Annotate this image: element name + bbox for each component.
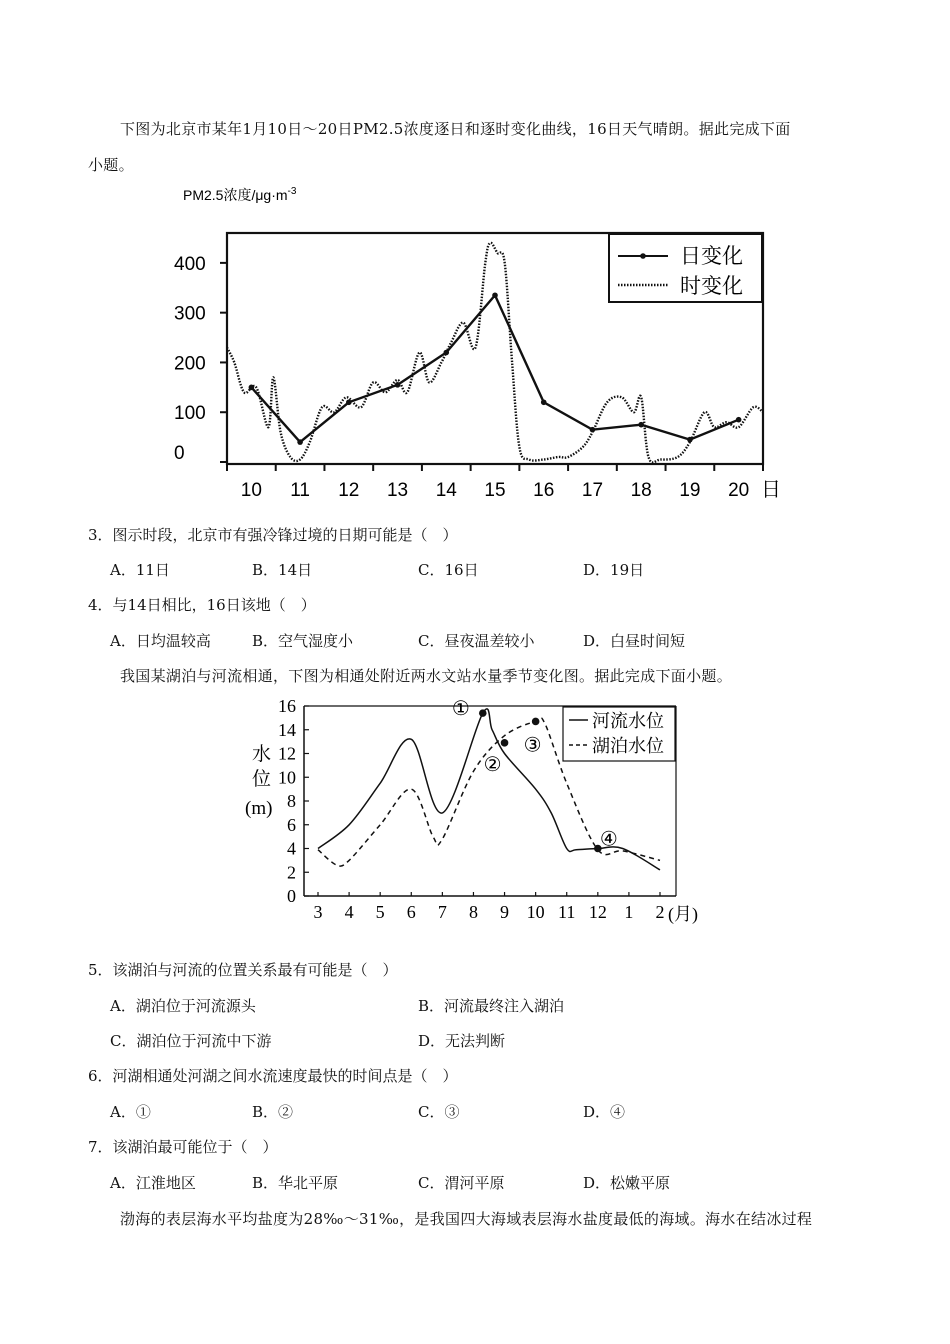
q5-option-c[interactable]: C．湖泊位于河流中下游 [110,1032,272,1050]
wl-marker-point [479,709,487,717]
series-daily-line [251,295,738,442]
q4-option-d[interactable]: D．白昼时间短 [583,632,686,650]
wl-x-tick-label: 10 [526,902,545,922]
wl-marker-label: ④ [599,828,618,851]
q3-option-b[interactable]: B．14日 [252,561,313,579]
pm25-x-tick-label: 20 [728,480,750,501]
wl-y-tick-label: 12 [278,743,296,764]
legend-lake-label: 湖泊水位 [592,736,664,756]
pm25-x-tick-label: 12 [338,480,360,501]
wl-y-tick-label: 8 [287,791,296,811]
q6-option-a[interactable]: A．① [110,1103,151,1121]
wl-x-unit: (月) [668,904,698,924]
legend-hourly-label: 时变化 [680,275,743,298]
pm25-x-tick-label: 19 [679,480,701,501]
q6-option-b[interactable]: B．② [252,1103,294,1121]
pm25-x-tick-label: 14 [435,480,457,501]
q7-option-b[interactable]: B．华北平原 [252,1174,339,1192]
intro-text-2: 我国某湖泊与河流相通，下图为相通处附近两水文站水量季节变化图。据此完成下面小题。 [120,667,733,685]
question-6: 6．河湖相通处河湖之间水流速度最快的时间点是（ ） [88,1067,458,1085]
q6-option-d[interactable]: D．④ [583,1103,626,1121]
wl-marker-point [532,718,540,726]
pm25-x-tick-label: 15 [484,480,506,501]
wl-y-tick-label: 6 [287,814,296,835]
pm25-chart [0,0,950,520]
q3-option-a[interactable]: A．11日 [110,561,170,579]
wl-x-tick-label: 1 [624,902,634,922]
wl-x-tick-label: 11 [558,902,576,922]
pm25-y-tick-label: 400 [174,253,206,275]
daily-data-point [346,399,352,405]
pm25-x-tick-label: 17 [581,480,604,501]
intro-text-3: 渤海的表层海水平均盐度为28‰～31‰，是我国四大海域表层海水盐度最低的海域。海水在结冰过程 [120,1210,813,1228]
wl-x-tick-label: 6 [406,902,416,922]
pm25-x-tick-label: 16 [533,480,555,501]
question-3: 3．图示时段，北京市有强冷锋过境的日期可能是（ ） [88,526,458,544]
wl-x-tick-label: 12 [588,902,607,922]
q4-option-a[interactable]: A．日均温较高 [110,632,211,650]
wl-y-tick-label: 10 [278,767,296,788]
pm25-y-tick-label: 0 [174,443,185,464]
wl-y-tick-label: 16 [278,696,296,716]
daily-data-point [541,399,547,405]
wl-x-tick-label: 3 [313,902,323,922]
pm25-y-tick-label: 300 [174,303,206,325]
daily-data-point [736,417,742,423]
q6-option-c[interactable]: C．③ [418,1103,460,1121]
q4-option-c[interactable]: C．昼夜温差较小 [418,632,535,650]
wl-x-tick-label: 9 [500,902,510,922]
legend-daily-marker [640,253,646,259]
daily-data-point [687,437,693,443]
q3-option-d[interactable]: D．19日 [583,561,645,579]
pm25-x-tick-label: 18 [630,480,652,501]
wl-y-label-1: 水 [252,744,272,765]
question-5: 5．该湖泊与河流的位置关系最有可能是（ ） [88,961,398,979]
wl-x-tick-label: 4 [344,902,354,922]
daily-data-point [297,439,303,445]
q7-option-d[interactable]: D．松嫩平原 [583,1174,671,1192]
water-level-chart [0,690,950,930]
daily-data-point [638,422,644,428]
wl-y-tick-label: 2 [287,862,296,883]
wl-marker-label: ③ [523,734,542,757]
question-7: 7．该湖泊最可能位于（ ） [88,1138,278,1156]
q5-option-a[interactable]: A．湖泊位于河流源头 [110,997,256,1015]
intro-text-line2: 小题。 [88,156,134,174]
pm25-y-tick-label: 200 [174,353,206,375]
question-4: 4．与14日相比，16日该地（ ） [88,596,316,614]
wl-x-tick-label: 8 [468,902,478,922]
wl-y-label-2: 位 [252,769,272,790]
q3-option-c[interactable]: C．16日 [418,561,479,579]
daily-data-point [249,385,255,391]
q4-option-b[interactable]: B．空气湿度小 [252,632,354,650]
q7-option-c[interactable]: C．渭河平原 [418,1174,505,1192]
legend-daily-label: 日变化 [680,245,743,268]
daily-data-point [443,350,449,356]
pm25-x-unit: 日 [761,479,781,501]
daily-data-point [395,382,401,388]
wl-y-tick-label: 4 [287,838,296,859]
daily-data-point [590,427,596,433]
pm25-x-tick-label: 10 [240,480,262,501]
pm25-y-tick-label: 100 [174,403,206,425]
q7-option-a[interactable]: A．江淮地区 [110,1174,196,1192]
pm25-x-tick-label: 13 [386,480,409,501]
pm25-x-tick-label: 11 [290,480,310,501]
daily-data-point [492,292,498,298]
wl-x-tick-label: 5 [375,902,385,922]
wl-y-tick-label: 14 [278,719,296,740]
intro-text-line1: 下图为北京市某年1月10日～20日PM2.5浓度逐日和逐时变化曲线，16日天气晴朗。据此完成下面 [120,120,791,138]
q5-option-d[interactable]: D．无法判断 [418,1032,506,1050]
wl-marker-point [501,739,509,747]
wl-marker-label: ② [483,753,502,776]
wl-x-tick-label: 2 [655,902,665,922]
wl-y-label-3: (m) [245,798,273,819]
wl-x-tick-label: 7 [437,902,447,922]
wl-y-tick-label: 0 [287,886,296,906]
q5-option-b[interactable]: B．河流最终注入湖泊 [418,997,565,1015]
legend-river-label: 河流水位 [592,711,664,731]
pm25-y-axis-label: PM2.5浓度$/\mu g\cdot m^{-3}$ [183,186,297,203]
wl-marker-label: ① [451,698,470,721]
